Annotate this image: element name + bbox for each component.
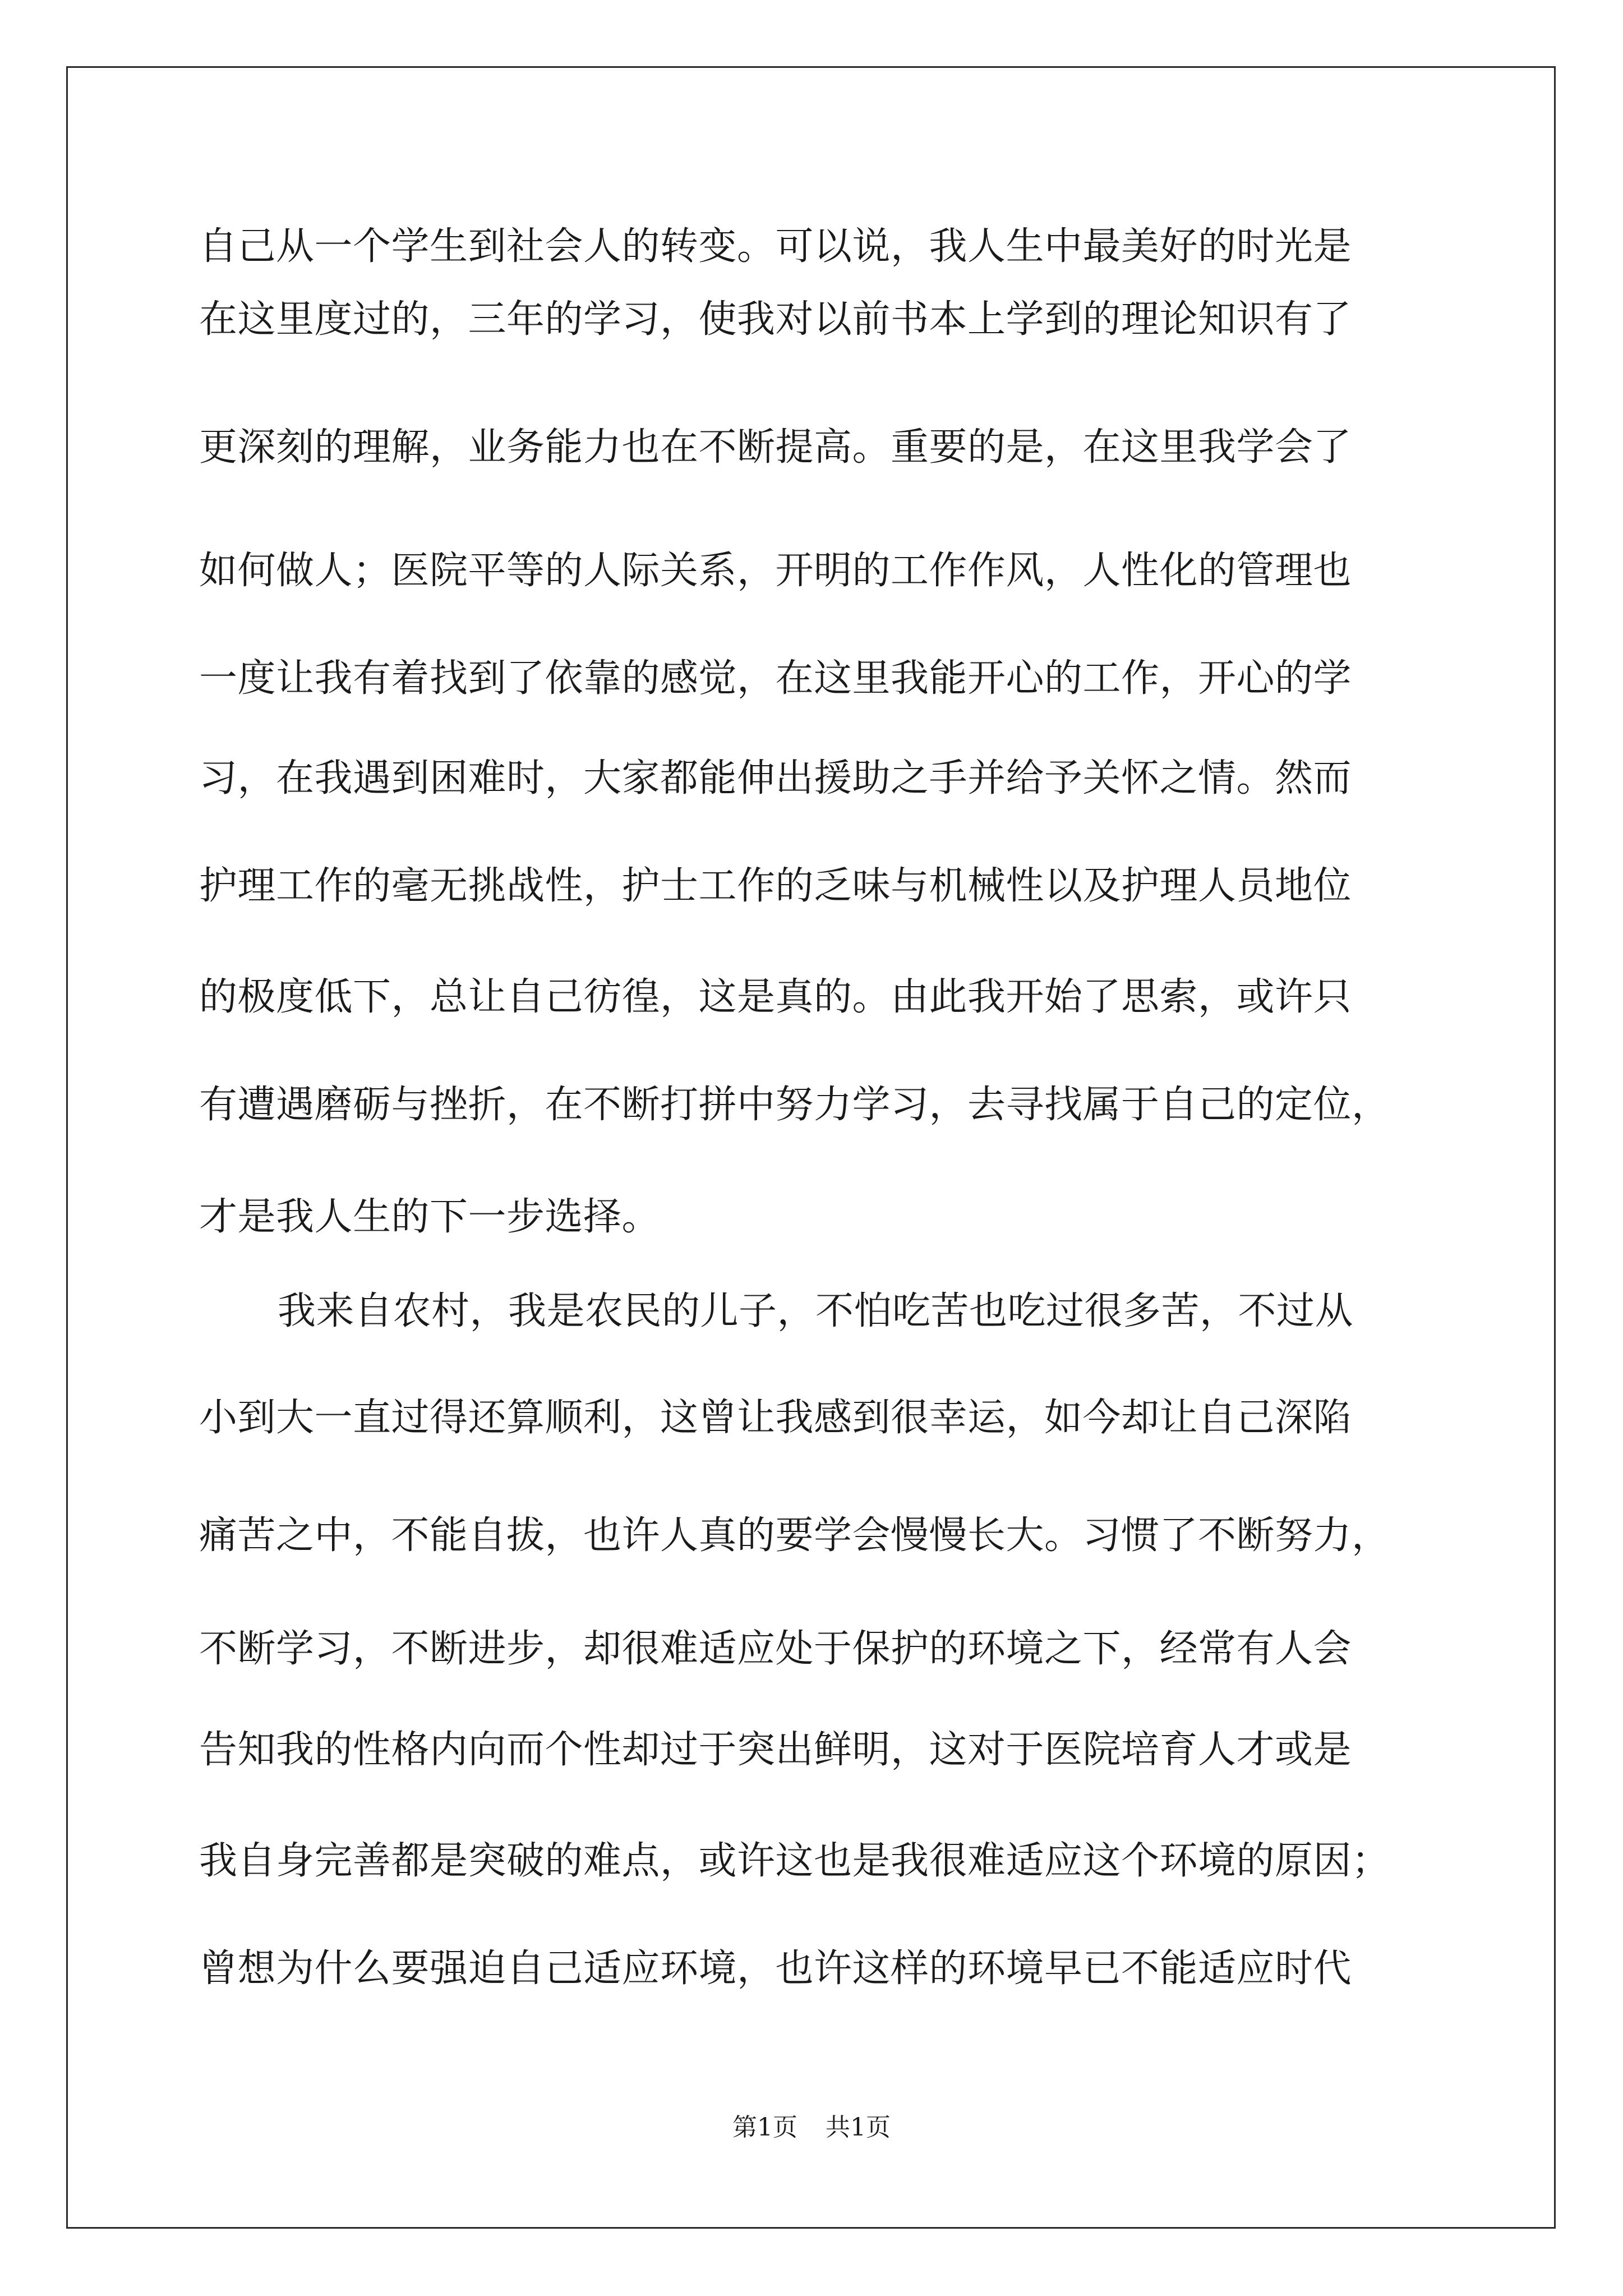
text-line: 的极度低下，总让自己彷徨，这是真的。由此我开始了思索，或许只 <box>199 975 1352 1019</box>
text-line: 更深刻的理解，业务能力也在不断提高。重要的是，在这里我学会了 <box>199 425 1352 470</box>
text-line: 告知我的性格内向而个性却过于突出鲜明，这对于医院培育人才或是 <box>199 1728 1352 1772</box>
text-line: 痛苦之中，不能自拔，也许人真的要学会慢慢长大。习惯了不断努力， <box>199 1513 1390 1558</box>
text-line: 护理工作的毫无挑战性，护士工作的乏味与机械性以及护理人员地位 <box>199 864 1352 908</box>
text-line: 我来自农村，我是农民的儿子，不怕吃苦也吃过很多苦，不过从 <box>278 1289 1354 1333</box>
text-line: 有遭遇磨砺与挫折，在不断打拼中努力学习，去寻找属于自己的定位， <box>199 1083 1390 1127</box>
text-line: 习，在我遇到困难时，大家都能伸出援助之手并给予关怀之情。然而 <box>199 756 1352 800</box>
text-line: 才是我人生的下一步选择。 <box>199 1195 661 1239</box>
text-line: 我自身完善都是突破的难点，或许这也是我很难适应这个环境的原因； <box>199 1839 1390 1883</box>
text-line: 小到大一直过得还算顺利，这曾让我感到很幸运，如今却让自己深陷 <box>199 1396 1352 1440</box>
text-line: 在这里度过的，三年的学习，使我对以前书本上学到的理论知识有了 <box>199 297 1352 342</box>
page-footer <box>0 2111 1623 2145</box>
page-number: 第1页 <box>732 2113 797 2142</box>
text-line: 一度让我有着找到了依靠的感觉，在这里我能开心的工作，开心的学 <box>199 656 1352 701</box>
text-line: 自己从一个学生到社会人的转变。可以说，我人生中最美好的时光是 <box>199 224 1352 269</box>
text-line: 不断学习，不断进步，却很难适应处于保护的环境之下，经常有人会 <box>199 1627 1352 1671</box>
text-line: 如何做人；医院平等的人际关系，开明的工作作风，人性化的管理也 <box>199 549 1352 593</box>
page-total: 共1页 <box>826 2113 891 2142</box>
text-line: 曾想为什么要强迫自己适应环境，也许这样的环境早已不能适应时代 <box>199 1947 1352 1991</box>
page-border <box>66 66 1556 2229</box>
